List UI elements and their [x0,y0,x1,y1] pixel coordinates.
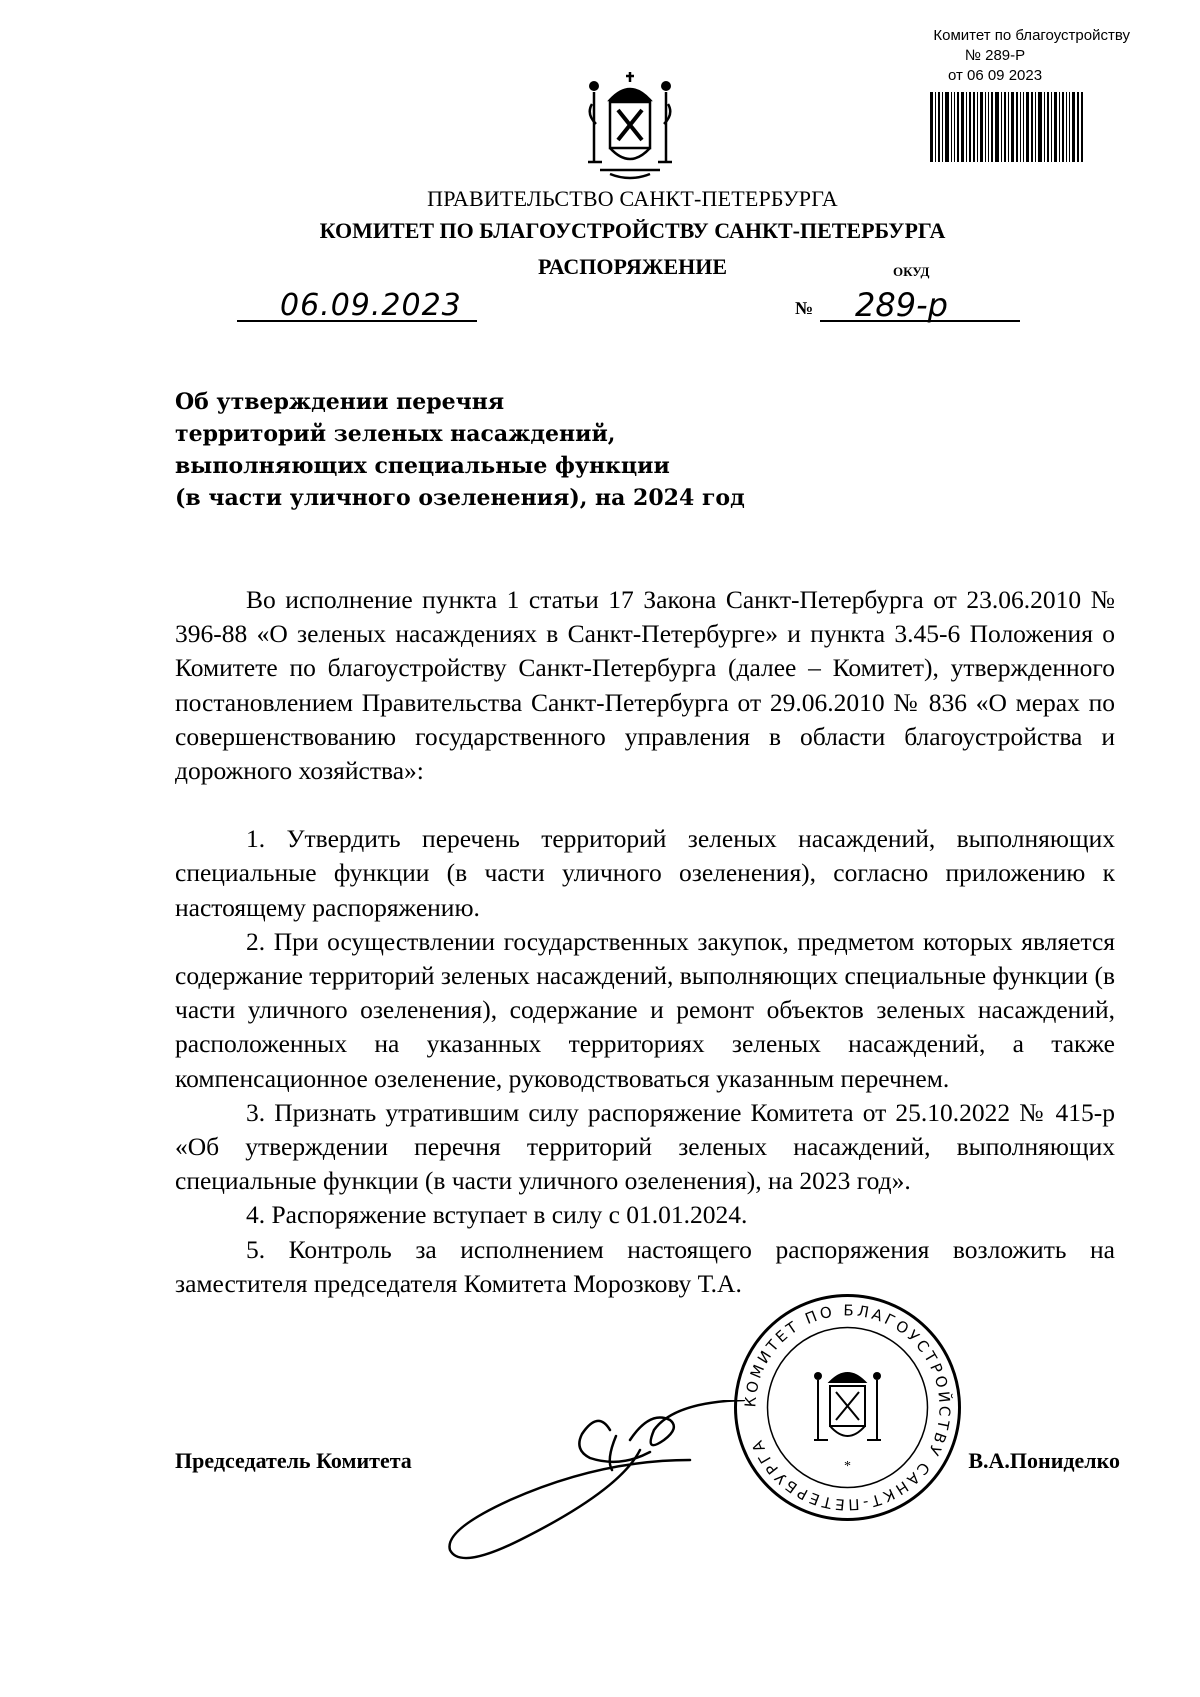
barcode-bar [945,92,949,162]
item-3: 3. Признать утратившим силу распоряжение Комитета от 25.10.2022 № 415-р «Об утверждении перечня территорий зеленых насаждений, выполняющих специальные функции (в части уличного озеленения), на 2023 год». [175,1097,1115,1196]
item-2: 2. При осуществлении государственных закупок, предметом которых является содержание территорий зеленых насаждений, выполняющих специальные функции (в части уличного озеленения), содержание и ремонт объектов зеленых насаждений, расположенных на указанных территориях зеленых насаждений, а также компенсационное озеленение, руководствоваться указанным перечнем. [175,926,1115,1093]
item-5: 5. Контроль за исполнением настоящего распоряжения возложить на заместителя председателя Комитета Морозкову Т.А. [175,1234,1115,1298]
barcode-bar [966,92,967,162]
barcode-bar [1066,92,1067,162]
barcode-bar [1069,92,1070,162]
barcode-bar [973,92,975,162]
barcode-bar [935,92,936,162]
item-4: 4. Распоряжение вступает в силу с 01.01.2024. [246,1200,748,1230]
barcode-bar [1054,92,1057,162]
preamble-paragraph: Во исполнение пункта 1 статьи 17 Закона Санкт-Петербурга от 23.06.2010 № 396-88 «О зеленых насаждениях в Санкт-Петербурге» и пункта 3.45-6 Положения о Комитете по благоустройству Санкт-Петербурга (далее – Комитет), утвержденного постановлением Правительства Санкт-Петербурга от 29.06.2010 № 836 «О мерах по совершенствованию государственного управления в области благоустройства и дорожного хозяйства»: [175,585,1115,786]
document-title [175,386,745,514]
barcode-bar [1047,92,1049,162]
barcode-bar [1020,92,1021,162]
registration-stamp-number: № 289-Р [964,47,1026,64]
coat-of-arms-icon [580,70,680,182]
barcode-bar [977,92,978,162]
signatory-role: Председатель Комитета [175,1448,412,1473]
document-body [175,583,1115,1301]
barcode-bar [957,92,959,162]
barcode-bar [1038,92,1042,162]
date-underline [237,320,477,322]
number-label: № [795,298,814,318]
number-underline [820,320,1020,322]
barcode-bar [1004,92,1006,162]
barcode-bar [1008,92,1009,162]
barcode-bar [1031,92,1033,162]
seal-text: КОМИТЕТ ПО БЛАГОУСТРОЙСТВУ САНКТ-ПЕТЕРБУРГА [741,1301,954,1514]
barcode-bar [1011,92,1014,162]
barcode-bar [1077,92,1079,162]
barcode-bar [930,92,933,162]
title-line: Об утверждении перечня [175,389,505,415]
barcode-bar [1051,92,1052,162]
barcode-bar [951,92,952,162]
barcode-bar [969,92,971,162]
barcode-bar [942,92,943,162]
barcode-bar [980,92,983,162]
title-line: территорий зеленых насаждений, [175,421,616,447]
barcode-bar [991,92,993,162]
barcode-bar [1059,92,1060,162]
barcode-bar [1081,92,1083,162]
handwritten-signature [440,1400,770,1580]
barcode-bar [1072,92,1075,162]
registration-stamp [860,26,1130,86]
document-date: 06.09.2023 [280,288,462,323]
barcode-bar [961,92,964,162]
committee-heading: КОМИТЕТ ПО БЛАГОУСТРОЙСТВУ САНКТ-ПЕТЕРБУРГА [319,218,946,243]
barcode-bar [954,92,955,162]
barcode-icon [930,92,1130,162]
barcode-bar [1062,92,1064,162]
document-number: 289-р [855,286,948,324]
title-line: (в части уличного озеленения), на 2024 год [175,485,745,511]
registration-stamp-org: Комитет по благоустройству [933,27,1130,44]
registration-stamp-date: от 06 09 2023 [947,67,1043,84]
signatory-name: В.А.Пониделко [968,1448,1120,1473]
svg-text:*: * [844,1459,851,1474]
government-heading: ПРАВИТЕЛЬСТВО САНКТ-ПЕТЕРБУРГА [427,186,838,211]
barcode-bar [1035,92,1036,162]
barcode-bar [1044,92,1045,162]
barcode-bar [938,92,940,162]
title-line: выполняющих специальные функции [175,453,670,479]
barcode-bar [995,92,999,162]
barcode-bar [1016,92,1018,162]
barcode-bar [985,92,986,162]
document-type: РАСПОРЯЖЕНИЕ [537,254,728,279]
barcode-bar [988,92,989,162]
okud-label: ОКУД [893,264,930,279]
item-1: 1. Утвердить перечень территорий зеленых насаждений, выполняющих специальные функции (в части уличного озеленения), согласно приложению к настоящему распоряжению. [175,824,1115,922]
barcode-bar [1023,92,1024,162]
barcode-bar [1001,92,1002,162]
barcode-bar [1026,92,1029,162]
